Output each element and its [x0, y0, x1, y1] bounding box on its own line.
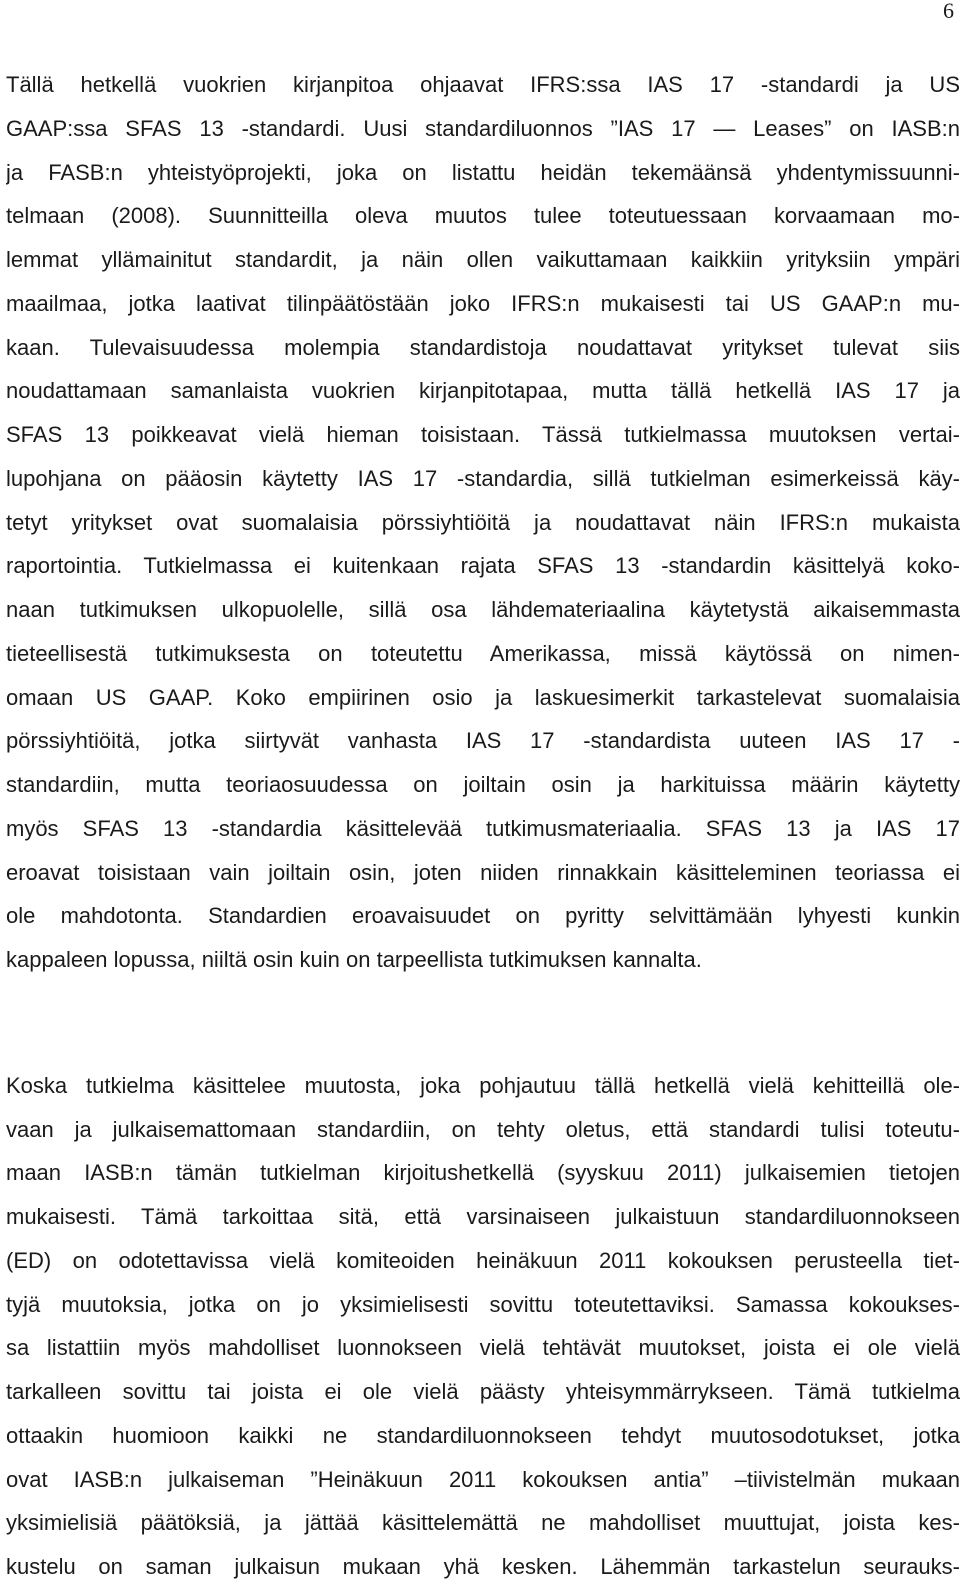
text-line: maailmaa, jotka laativat tilinpäätöstään joko IFRS:n mukaisesti tai US GAAP:n mu-	[6, 290, 960, 316]
paragraph-spacer	[6, 982, 960, 1064]
text-line: tyjä muutoksia, jotka on jo yksimielisesti sovittu toteutettaviksi. Samassa kokoukses-	[6, 1291, 960, 1317]
paragraph-1	[6, 63, 960, 982]
text-line: vaan ja julkaisemattomaan standardiin, on tehty oletus, että standardi tulisi toteutu-	[6, 1116, 960, 1142]
text-line: ja FASB:n yhteistyöprojekti, joka on listattu heidän tekemäänsä yhdentymissuunni-	[6, 159, 960, 185]
text-line: myös SFAS 13 -standardia käsittelevää tutkimusmateriaalia. SFAS 13 ja IAS 17	[6, 815, 960, 841]
text-line: ovat IASB:n julkaiseman ”Heinäkuun 2011 kokouksen antia” –tiivistelmän mukaan	[6, 1466, 960, 1492]
text-line: sa listattiin myös mahdolliset luonnokseen vielä tehtävät muutokset, joista ei ole vielä	[6, 1335, 960, 1361]
text-line: naan tutkimuksen ulkopuolelle, sillä osa lähdemateriaalina käytetystä aikaisemmasta	[6, 597, 960, 622]
text-line: ottaakin huomioon kaikki ne standardiluonnokseen tehdyt muutosodotukset, jotka	[6, 1422, 960, 1448]
paragraph-2	[6, 1064, 960, 1589]
text-line: omaan US GAAP. Koko empiirinen osio ja laskuesimerkit tarkastelevat suomalaisia	[6, 684, 960, 710]
text-line: tetyt yritykset ovat suomalaisia pörssiyhtiöitä ja noudattavat näin IFRS:n mukaista	[6, 509, 960, 535]
text-line: standardiin, mutta teoriaosuudessa on joiltain osin ja harkituissa määrin käytetty	[6, 772, 960, 797]
text-line: raportointia. Tutkielmassa ei kuitenkaan rajata SFAS 13 -standardin käsittelyä koko-	[6, 553, 960, 579]
text-line: mukaisesti. Tämä tarkoittaa sitä, että varsinaiseen julkaistuun standardiluonnokseen	[6, 1204, 960, 1229]
text-line: lemmat yllämainitut standardit, ja näin ollen vaikuttamaan kaikkiin yrityksiin ympäri	[6, 247, 960, 272]
text-line: tarkalleen sovittu tai joista ei ole vielä päästy yhteisymmärrykseen. Tämä tutkielma	[6, 1379, 960, 1404]
page-number: 6	[943, 0, 954, 23]
text-line: GAAP:ssa SFAS 13 -standardi. Uusi standardiluonnos ”IAS 17 — Leases” on IASB:n	[6, 115, 960, 141]
text-line: kappaleen lopussa, niiltä osin kuin on tarpeellista tutkimuksen kannalta.	[6, 947, 702, 972]
text-line: kustelu on saman julkaisun mukaan yhä kesken. Lähemmän tarkastelun seurauks-	[6, 1554, 960, 1579]
text-line: telmaan (2008). Suunnitteilla oleva muutos tulee toteutuessaan korvaamaan mo-	[6, 203, 960, 229]
text-line: maan IASB:n tämän tutkielman kirjoitushetkellä (syyskuu 2011) julkaisemien tietojen	[6, 1160, 960, 1186]
text-line: Koska tutkielma käsittelee muutosta, joka pohjautuu tällä hetkellä vielä kehitteillä ole-	[6, 1072, 960, 1098]
text-line: tieteellisestä tutkimuksesta on toteutettu Amerikassa, missä käytössä on nimen-	[6, 640, 960, 666]
text-line: lupohjana on pääosin käytetty IAS 17 -standardia, sillä tutkielman esimerkeissä käy-	[6, 465, 960, 491]
text-line: Tällä hetkellä vuokrien kirjanpitoa ohjaavat IFRS:ssa IAS 17 -standardi ja US	[6, 72, 960, 97]
text-line: eroavat toisistaan vain joiltain osin, joten niiden rinnakkain käsitteleminen teoriassa ei	[6, 859, 960, 885]
text-line: kaan. Tulevaisuudessa molempia standardistoja noudattavat yritykset tulevat siis	[6, 334, 960, 360]
text-line: yksimielisiä päätöksiä, ja jättää käsittelemättä ne mahdolliset muuttujat, joista kes-	[6, 1510, 960, 1536]
text-line: noudattamaan samanlaista vuokrien kirjanpitotapaa, mutta tällä hetkellä IAS 17 ja	[6, 378, 960, 404]
text-line: pörssiyhtiöitä, jotka siirtyvät vanhasta IAS 17 -standardista uuteen IAS 17 -	[6, 728, 960, 754]
text-line: SFAS 13 poikkeavat vielä hieman toisistaan. Tässä tutkielmassa muutoksen vertai-	[6, 422, 960, 447]
document-body	[6, 63, 960, 1589]
text-line: ole mahdotonta. Standardien eroavaisuudet on pyritty selvittämään lyhyesti kunkin	[6, 903, 960, 929]
text-line: (ED) on odotettavissa vielä komiteoiden heinäkuun 2011 kokouksen perusteella tiet-	[6, 1247, 960, 1273]
